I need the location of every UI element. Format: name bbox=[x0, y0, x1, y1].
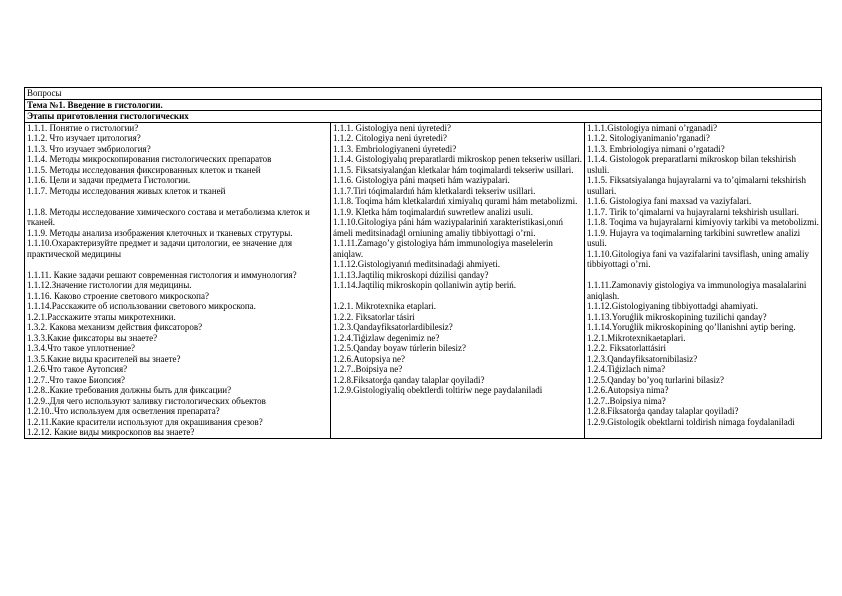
question-item: 1.1.11. Какие задачи решают современная гистология и иммунология? bbox=[27, 269, 297, 280]
question-item: 1.2.3.Qandayfiksatorlardibilesiz? bbox=[333, 322, 453, 332]
question-item: 1.1.6. Gistologiya páni maqseti hám waziypalari. bbox=[333, 175, 510, 185]
question-item: 1.1.6. Gistologiya fani maxsad va vaziyfalari. bbox=[587, 196, 752, 206]
question-item: 1.1.12.Gistologiyaning tibbiyottadgi ahamiyati. bbox=[587, 301, 758, 311]
question-item: 1.2.2. Fiksatorlar tásiri bbox=[333, 311, 415, 322]
topic-row bbox=[25, 99, 822, 111]
question-item: 1.2.2. Fiksatorlattásiri bbox=[587, 343, 666, 353]
question-item: 1.1.1.Gistologiya nimani o’rganadi? bbox=[587, 122, 718, 133]
question-item: 1.1.11.Zamonaviy gistologiya va immunologiya masalalarini aniqlash. bbox=[587, 280, 807, 301]
content-row bbox=[25, 122, 822, 438]
question-item: 1.2.6.Autopsiya ne? bbox=[333, 353, 405, 364]
question-item: 1.1.3. Embriologiya nimani o’rgatadi? bbox=[587, 143, 725, 154]
question-item: 1.1.7.Tiri tóqimalardıń hám kletkalardi tekseriw usillari. bbox=[333, 185, 536, 196]
question-item: 1.2.4.Tiǵizlaw degenimiz ne? bbox=[333, 332, 440, 343]
question-item: 1.3.3.Какие фиксаторы вы знаете? bbox=[27, 332, 158, 343]
question-item: 1.2.9.Gistologiyaliq obektlerdi toltiriw nege paydalaniladi bbox=[333, 385, 543, 395]
question-item: 1.1.8. Методы исследование химического состава и метаболизма клеток и тканей. bbox=[27, 206, 310, 227]
question-item: 1.2.7..Boipsiya nima? bbox=[587, 395, 666, 406]
karakalpak-questions-column bbox=[331, 122, 585, 438]
question-item: 1.1.16. Каково строение светового микроскопа? bbox=[27, 290, 209, 301]
question-item: 1.2.1.Расскажите этапы микротехники. bbox=[27, 311, 176, 322]
question-item: 1.1.2. Что изучает цитология? bbox=[27, 133, 141, 143]
question-item: 1.1.8. Toqima va hujayralarni kimiyoviy tarkibi va metobolizmi. bbox=[587, 217, 819, 227]
question-item: 1.1.12.Значение гистологии для медицины. bbox=[27, 280, 192, 290]
question-item: 1.1.10.Gitologiya páni hám waziypalariniń xarakteristikasi,onıń ámeli meditsinadaǵl orniuning amaliy tibbiyottagi o’rni. bbox=[333, 217, 563, 238]
question-item: 1.1.10.Охарактеризуйте предмет и задачи цитологии, ее значение для практической медицины bbox=[27, 238, 293, 259]
question-item: 1.1.13.Jaqtiliq mikroskopi dúzilisi qanday? bbox=[333, 269, 489, 280]
question-item: 1.1.14.Yoruǵlik mikroskopining qo’llanishni aytip bering. bbox=[587, 322, 796, 332]
question-item: 1.1.10.Gitologiya fani va vazifalarini tavsiflash, uning amaliy tibbiyottagi o’rni. bbox=[587, 248, 809, 269]
question-item: 1.1.4. Методы микроскопирования гистологических препаратов bbox=[27, 154, 272, 164]
question-item: 1.2.7..Boipsiya ne? bbox=[333, 364, 403, 374]
question-item: 1.2.1.Mikrotexnikaetaplari. bbox=[587, 332, 686, 343]
question-item: 1.1.1. Понятие о гистологии? bbox=[27, 122, 139, 133]
question-item: 1.2.5.Qanday bo’yoq turlarini bilasiz? bbox=[587, 374, 724, 385]
question-item bbox=[587, 270, 819, 281]
question-item: 1.2.8.Fiksatorǵa qanday talaplar qoyiladi? bbox=[333, 374, 485, 385]
question-item: 1.1.9. Методы анализа изображения клеточных и тканевых струтуры. bbox=[27, 227, 293, 238]
question-item: 1.2.8..Какие требования должны быть для фиксации? bbox=[27, 385, 232, 395]
question-item: 1.1.5. Fiksatsiyalanga hujayralarni va to’qimalarni tekshirish usullari. bbox=[587, 175, 806, 196]
question-item bbox=[333, 291, 582, 302]
question-item: 1.2.9.Gistologik obektlarni toldirish nimaga foydalaniladi bbox=[587, 416, 795, 427]
question-item: 1.1.1. Gistologiya neni úyretedi? bbox=[333, 122, 451, 133]
question-item: 1.1.9. Hujayra va toqimalarning tarkibini suwretlew analizi usuli. bbox=[587, 227, 801, 248]
question-item: 1.2.8.Fiksatorǵa qanday talaplar qoyiladi? bbox=[587, 406, 739, 416]
question-item: 1.1.3. Embriologiyaneni úyretedi? bbox=[333, 143, 457, 154]
question-item: 1.2.1. Mikrotexnika etaplari. bbox=[333, 301, 436, 311]
question-item: 1.1.7. Tirik to’qimalarni va hujayralarni tekshirish usullari. bbox=[587, 206, 799, 217]
question-item: 1.1.4. Gistologok preparatlarni mikroskop bilan tekshirish usluli. bbox=[587, 154, 796, 175]
question-item bbox=[27, 259, 328, 270]
question-item: 1.1.6. Цели и задачи предмета Гистологии. bbox=[27, 175, 191, 185]
question-item: 1.1.9. Kletka hám toqimalardıń suwretlew analizi usuli. bbox=[333, 206, 533, 217]
questions-label: Вопросы bbox=[25, 88, 822, 100]
question-item: 1.2.9..Для чего используют заливку гистологических объектов bbox=[27, 395, 266, 406]
question-item: 1.1.14.Jaqtiliq mikroskopin qollaniwin aytip beriń. bbox=[333, 280, 516, 290]
question-item: 1.2.10..Что используем для осветления препарата? bbox=[27, 406, 220, 416]
question-item: 1.1.14.Расскажите об использовании светового микроскопа. bbox=[27, 301, 256, 311]
question-item: 1.2.7..Что такое Биопсия? bbox=[27, 374, 125, 385]
question-item: 1.3.2. Какова механизм действия фиксаторов? bbox=[27, 322, 203, 332]
question-item: 1.2.6.Autopsiya nima? bbox=[587, 385, 669, 395]
question-item: 1.1.8. Toqima hám kletkalardıń ximiyalıq qurami hám metabolizmi. bbox=[333, 196, 578, 206]
stage-row bbox=[25, 111, 822, 123]
question-item: 1.2.12. Какие виды микроскопов вы знаете? bbox=[27, 427, 195, 437]
stage-title: Этапы приготовления гистологических bbox=[25, 111, 822, 123]
question-item: 1.2.5.Qanday boyaw túrlerin bilesiz? bbox=[333, 343, 466, 353]
question-item: 1.1.3. Что изучает эмбриология? bbox=[27, 143, 151, 154]
question-item: 1.3.5.Какие виды красителей вы знаете? bbox=[27, 353, 181, 364]
question-item: 1.1.4. Gistologiyalıq preparatlardi mikroskop penen tekseriw usillari. bbox=[333, 154, 582, 164]
question-item: 1.3.4.Что такое уплотнение? bbox=[27, 343, 136, 353]
question-item: 1.2.6.Что такое Аутопсия? bbox=[27, 364, 128, 374]
question-item: 1.1.5. Методы исследования фиксированных клеток и тканей bbox=[27, 164, 261, 175]
russian-questions-column bbox=[25, 122, 331, 438]
question-item: 1.1.2. Sitologiyanimanio’rganadi? bbox=[587, 133, 710, 143]
question-item: 1.1.11.Zamago’y gistologiya hám immunologiya maselelerin aniqlaw. bbox=[333, 238, 553, 259]
topic-title: Тема №1. Введение в гистологии. bbox=[25, 99, 822, 111]
question-item: 1.2.3.Qandayfiksatornibilasiz? bbox=[587, 353, 698, 364]
header-row bbox=[25, 88, 822, 100]
question-item: 1.1.12.Gistologiyanıń meditsinadaǵi ahmiyeti. bbox=[333, 259, 500, 269]
question-item bbox=[27, 196, 328, 207]
question-item: 1.1.13.Yoruǵlik mikroskopining tuzilichi qanday? bbox=[587, 311, 767, 322]
question-item: 1.1.5. Fiksatsiyalanǵan kletkalar hám toqimalardi tekseriw usillari. bbox=[333, 164, 574, 175]
question-item: 1.2.4.Tiǵizlach nima? bbox=[587, 364, 666, 374]
question-item: 1.1.2. Citologiya neni úyretedi? bbox=[333, 133, 447, 143]
question-item: 1.1.7. Методы исследования живых клеток и тканей bbox=[27, 185, 226, 196]
question-item: 1.2.11.Какие красители используют для окрашивания срезов? bbox=[27, 416, 263, 427]
uzbek-questions-column bbox=[585, 122, 822, 438]
questions-table bbox=[24, 87, 822, 439]
